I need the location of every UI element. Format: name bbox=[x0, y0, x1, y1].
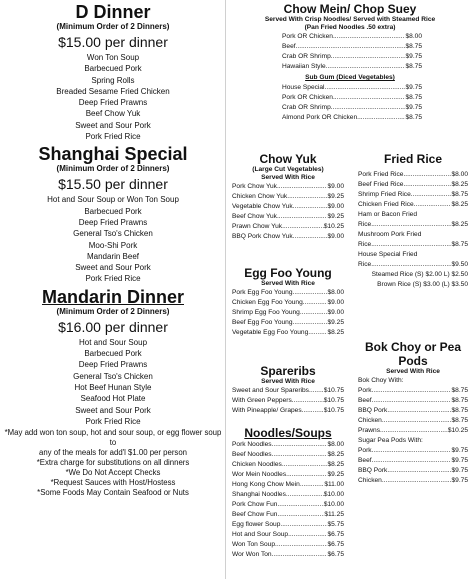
item-price: $9.00 bbox=[327, 299, 344, 306]
item-name: Pork OR Chicken bbox=[282, 94, 333, 101]
menu-row bbox=[358, 200, 468, 210]
item-name: Chicken Fried Rice bbox=[358, 201, 414, 208]
spareribs-title: Spareribs bbox=[260, 364, 316, 378]
menu-row bbox=[358, 466, 468, 476]
item-name: Chicken Chow Yuk bbox=[232, 193, 288, 200]
left-column bbox=[2, 2, 224, 577]
menu-row bbox=[358, 396, 468, 406]
item-name: Egg flower Soup bbox=[232, 521, 281, 528]
item-name: BBQ Pork bbox=[358, 407, 388, 414]
menu-row bbox=[232, 520, 344, 530]
mandarin-section bbox=[2, 287, 224, 427]
chow-mein-items bbox=[248, 32, 452, 72]
item-name: Wor Won Ton bbox=[232, 551, 272, 558]
mandarin-items bbox=[2, 337, 224, 427]
item-price: $9.75 bbox=[451, 447, 468, 454]
item-name: Pork Chow Fun bbox=[232, 501, 278, 508]
sub-gum-items bbox=[248, 83, 452, 123]
item-price: $6.75 bbox=[327, 541, 344, 548]
shanghai-price: $15.50 per dinner bbox=[58, 176, 168, 193]
item-price: $10.75 bbox=[323, 397, 344, 404]
menu-row bbox=[358, 220, 468, 230]
item-name: Beef Noodles bbox=[232, 451, 272, 458]
chow-mein-subtitle: Served With Crisp Noodles/ Served with Steamed Rice bbox=[264, 16, 436, 23]
menu-row bbox=[232, 396, 344, 406]
item-price: $8.75 bbox=[405, 43, 422, 50]
shanghai-section bbox=[2, 144, 224, 284]
menu-row bbox=[282, 83, 422, 93]
menu-row bbox=[232, 540, 344, 550]
menu-row bbox=[358, 240, 468, 250]
item-name: Beef Chow Yuk bbox=[232, 213, 277, 220]
item-price: $8.75 bbox=[451, 397, 468, 404]
item-price: $10.00 bbox=[323, 501, 344, 508]
right-column bbox=[228, 2, 472, 577]
menu-row bbox=[358, 406, 468, 416]
menu-row bbox=[358, 170, 468, 180]
item-name: Beef bbox=[358, 397, 372, 404]
item-name: Won Ton Soup bbox=[232, 541, 276, 548]
note-line: *We Do Not Accept Checks bbox=[65, 468, 161, 478]
item-price: $8.25 bbox=[327, 329, 344, 336]
item-price: $8.25 bbox=[451, 201, 468, 208]
chow-yuk-subtitle: (Large Cut Vegetables) bbox=[252, 166, 324, 173]
menu-row bbox=[358, 190, 468, 200]
item-name: Vegetable Chow Yuk bbox=[232, 203, 293, 210]
shanghai-items bbox=[2, 194, 224, 284]
menu-row bbox=[282, 62, 422, 72]
item-name: Beef Chow Fun bbox=[232, 511, 278, 518]
menu-row bbox=[232, 192, 344, 202]
item-price: $8.75 bbox=[405, 94, 422, 101]
menu-row bbox=[232, 480, 344, 490]
item-name: Chicken Noodles bbox=[232, 461, 282, 468]
item-price: $8.25 bbox=[451, 181, 468, 188]
menu-row bbox=[232, 470, 344, 480]
item-price: $8.75 bbox=[405, 63, 422, 70]
item-price: $6.75 bbox=[327, 551, 344, 558]
item-name: Chicken bbox=[358, 417, 382, 424]
item-name: Pork OR Chicken bbox=[282, 33, 333, 40]
list-item: Deep Fried Prawns bbox=[78, 360, 148, 370]
item-price: $10.25 bbox=[323, 223, 344, 230]
list-item: Deep Fried Prawns bbox=[78, 98, 148, 108]
menu-row bbox=[232, 550, 344, 560]
menu-row bbox=[232, 440, 344, 450]
chow-mein-subtitle-2: (Pan Fried Noodles .50 extra) bbox=[304, 24, 396, 31]
item-name: With Pineapple/ Grapes bbox=[232, 407, 302, 414]
bok-choy-subtitle: Served With Rice bbox=[386, 368, 440, 375]
note-line: any of the meals for add'l $1.00 per person bbox=[39, 448, 187, 458]
item-name: BBQ Pork Chow Yuk bbox=[232, 233, 293, 240]
noodles-title: Noodles/Soups bbox=[244, 426, 332, 440]
d-dinner-price: $15.00 per dinner bbox=[58, 34, 168, 50]
item-price: $9.75 bbox=[405, 84, 422, 91]
item-name: Sugar Pea Pods With: bbox=[358, 437, 423, 444]
menu-row bbox=[358, 386, 468, 396]
item-name: Shrimp Fried Rice bbox=[358, 191, 411, 198]
menu-row bbox=[232, 460, 344, 470]
menu-row bbox=[358, 476, 468, 486]
item-price: $9.25 bbox=[327, 319, 344, 326]
menu-row bbox=[282, 32, 422, 42]
item-price: $8.00 bbox=[451, 171, 468, 178]
bok-choy-title: Bok Choy or Pea bbox=[364, 340, 462, 354]
item-name: Beef bbox=[358, 457, 372, 464]
item-name: Crab OR Shrimp bbox=[282, 104, 331, 111]
menu-row bbox=[282, 113, 422, 123]
item-price: $9.00 bbox=[327, 203, 344, 210]
menu-row bbox=[232, 222, 344, 232]
d-dinner-items bbox=[2, 52, 224, 142]
item-name: Mushroom Pork Fried bbox=[358, 231, 422, 238]
chow-mein-section bbox=[248, 2, 452, 123]
item-price: $8.75 bbox=[451, 241, 468, 248]
column-divider bbox=[225, 0, 226, 579]
d-dinner-subtitle: (Minimum Order of 2 Dinners) bbox=[56, 22, 170, 31]
list-item: Beef Chow Yuk bbox=[85, 109, 141, 119]
mandarin-subtitle: (Minimum Order of 2 Dinners) bbox=[56, 306, 170, 316]
list-item: General Tso's Chicken bbox=[73, 229, 153, 239]
list-item: Sweet and Sour Pork bbox=[75, 405, 151, 415]
note-line: *Extra charge for substitutions on all dinners bbox=[36, 458, 190, 468]
menu-row bbox=[232, 298, 344, 308]
chow-yuk-title: Chow Yuk bbox=[259, 152, 317, 166]
list-item: Barbecued Pork bbox=[84, 349, 142, 359]
list-item: Pork Fried Rice bbox=[85, 132, 141, 142]
item-name: Shrimp Egg Foo Young bbox=[232, 309, 300, 316]
egg-foo-young-section bbox=[232, 266, 344, 338]
item-price: $9.75 bbox=[451, 457, 468, 464]
steamed-rice-line: Steamed Rice (S) $2.00 L) $2.50 bbox=[371, 271, 468, 278]
item-name: Shanghai Noodles bbox=[232, 491, 286, 498]
menu-row bbox=[358, 426, 468, 436]
mandarin-price: $16.00 per dinner bbox=[58, 318, 168, 335]
list-item: Pork Fried Rice bbox=[85, 274, 141, 284]
spareribs-subtitle: Served With Rice bbox=[261, 378, 315, 385]
item-name: Hawaiian Style bbox=[282, 63, 326, 70]
item-name: Pork Fried Rice bbox=[358, 171, 404, 178]
item-price: $9.00 bbox=[327, 233, 344, 240]
menu-row bbox=[232, 530, 344, 540]
item-name: Prawns bbox=[358, 427, 380, 434]
list-item: Seafood Hot Plate bbox=[80, 394, 146, 404]
item-name: Ham or Bacon Fried bbox=[358, 211, 417, 218]
item-name: Beef Fried Rice bbox=[358, 181, 404, 188]
list-item: General Tso's Chicken bbox=[73, 371, 153, 381]
item-name: Pork Egg Foo Young bbox=[232, 289, 293, 296]
item-name: Chicken Egg Foo Young bbox=[232, 299, 303, 306]
menu-row bbox=[232, 406, 344, 416]
item-price: $9.25 bbox=[327, 193, 344, 200]
item-price: $9.75 bbox=[451, 467, 468, 474]
item-price: $9.50 bbox=[451, 261, 468, 268]
item-price: $8.75 bbox=[451, 191, 468, 198]
menu-row bbox=[232, 500, 344, 510]
list-item: Spring Rolls bbox=[91, 75, 135, 85]
item-name: Pork Noodles bbox=[232, 441, 272, 448]
item-name: Almond Pork OR Chicken bbox=[282, 114, 358, 121]
item-name: Chicken bbox=[358, 477, 382, 484]
spareribs-section bbox=[232, 364, 344, 416]
d-dinner-title: D Dinner bbox=[75, 2, 151, 22]
item-price: $11.00 bbox=[324, 481, 344, 488]
item-price: $10.75 bbox=[323, 387, 344, 394]
item-name: Pork bbox=[358, 447, 372, 454]
item-price: $9.75 bbox=[405, 104, 422, 111]
item-name: House Special Fried bbox=[358, 251, 418, 258]
shanghai-subtitle: (Minimum Order of 2 Dinners) bbox=[56, 164, 170, 174]
item-price: $8.25 bbox=[327, 461, 344, 468]
list-item: Pork Fried Rice bbox=[85, 416, 141, 426]
item-name: Rice bbox=[358, 241, 372, 248]
list-item: Sweet and Sour Pork bbox=[75, 120, 151, 130]
item-price: $9.75 bbox=[405, 53, 422, 60]
item-price: $8.00 bbox=[327, 441, 344, 448]
menu-row bbox=[232, 308, 344, 318]
shanghai-title: Shanghai Special bbox=[38, 144, 188, 165]
item-name: Bok Choy With: bbox=[358, 377, 404, 384]
item-price: $9.25 bbox=[327, 213, 344, 220]
item-price: $9.00 bbox=[327, 309, 344, 316]
list-item: Moo-Shi Pork bbox=[88, 240, 138, 250]
menu-row bbox=[232, 212, 344, 222]
chow-yuk-section bbox=[232, 152, 344, 242]
list-item: Mandarin Beef bbox=[86, 251, 140, 261]
item-price: $10.25 bbox=[447, 427, 468, 434]
menu-row bbox=[232, 232, 344, 242]
menu-row bbox=[358, 416, 468, 426]
item-price: $8.25 bbox=[327, 451, 344, 458]
bok-choy-section bbox=[358, 340, 468, 486]
menu-row bbox=[282, 103, 422, 113]
item-name: Rice bbox=[358, 221, 372, 228]
item-name: Hong Kong Chow Mein bbox=[232, 481, 300, 488]
menu-row bbox=[358, 260, 468, 270]
menu-row bbox=[232, 510, 344, 520]
note-line: *Request Sauces with Host/Hostess bbox=[50, 478, 176, 488]
menu-row bbox=[232, 318, 344, 328]
item-price: $8.00 bbox=[405, 33, 422, 40]
item-price: $9.00 bbox=[327, 183, 344, 190]
list-item: Hot and Sour Soup or Won Ton Soup bbox=[47, 195, 179, 205]
list-item: Hot Beef Hunan Style bbox=[74, 382, 152, 392]
fried-rice-title: Fried Rice bbox=[383, 152, 443, 166]
bok-choy-title-2: Pods bbox=[398, 354, 428, 368]
menu-row bbox=[282, 93, 422, 103]
item-name: Vegetable Egg Foo Young bbox=[232, 329, 309, 336]
list-item: Hot and Sour Soup bbox=[78, 337, 148, 347]
item-name: With Green Peppers bbox=[232, 397, 292, 404]
egg-foo-young-subtitle: Served With Rice bbox=[261, 280, 315, 287]
menu-row bbox=[232, 328, 344, 338]
list-item: Breaded Sesame Fried Chicken bbox=[56, 86, 170, 96]
menu-row bbox=[232, 202, 344, 212]
item-price: $6.75 bbox=[327, 531, 344, 538]
item-name: BBQ Pork bbox=[358, 467, 388, 474]
item-price: $8.25 bbox=[451, 221, 468, 228]
chow-mein-title: Chow Mein/ Chop Suey bbox=[283, 2, 417, 16]
item-name: Crab OR Shrimp bbox=[282, 53, 331, 60]
d-dinner-section bbox=[2, 2, 224, 142]
item-price: $10.00 bbox=[323, 491, 344, 498]
item-price: $9.25 bbox=[327, 471, 344, 478]
item-price: $8.00 bbox=[327, 289, 344, 296]
menu-notes bbox=[2, 428, 224, 498]
menu-row bbox=[232, 182, 344, 192]
item-price: $8.75 bbox=[451, 407, 468, 414]
item-price: $10.75 bbox=[323, 407, 344, 414]
menu-row bbox=[232, 490, 344, 500]
list-item: Sweet and Sour Pork bbox=[75, 263, 151, 273]
list-item: Barbecued Pork bbox=[84, 64, 142, 74]
item-name: Sweet and Sour Spareribs bbox=[232, 387, 309, 394]
item-name: Rice bbox=[358, 261, 372, 268]
menu-row bbox=[358, 180, 468, 190]
menu-row bbox=[232, 450, 344, 460]
item-name: Beef Egg Foo Young bbox=[232, 319, 293, 326]
list-item: Barbecued Pork bbox=[84, 206, 142, 216]
item-name: House Special bbox=[282, 84, 325, 91]
fried-rice-section bbox=[358, 152, 468, 290]
noodles-section bbox=[232, 426, 344, 560]
menu-row bbox=[282, 52, 422, 62]
menu-row bbox=[232, 288, 344, 298]
egg-foo-young-title: Egg Foo Young bbox=[244, 266, 332, 280]
item-name: Prawn Chow Yuk bbox=[232, 223, 283, 230]
note-line: *Some Foods May Contain Seafood or Nuts bbox=[37, 488, 189, 498]
item-price: $9.75 bbox=[451, 477, 468, 484]
item-name: Pork bbox=[358, 387, 372, 394]
menu-row bbox=[282, 42, 422, 52]
brown-rice-line: Brown Rice (S) $3.00 (L) $3.50 bbox=[377, 281, 468, 288]
item-name: Beef bbox=[282, 43, 296, 50]
item-price: $5.75 bbox=[327, 521, 344, 528]
item-price: $8.75 bbox=[405, 114, 422, 121]
list-item: Deep Fried Prawns bbox=[78, 217, 148, 227]
item-price: $8.75 bbox=[451, 387, 468, 394]
note-line: *May add won ton soup, hot and sour soup, or egg flower soup to bbox=[4, 428, 222, 448]
menu-row bbox=[358, 446, 468, 456]
menu-row bbox=[358, 456, 468, 466]
menu-row bbox=[232, 386, 344, 396]
item-name: Wor Mein Noodles bbox=[232, 471, 287, 478]
item-name: Hot and Sour Soup bbox=[232, 531, 289, 538]
sub-gum-title: Sub Gum (Diced Vegetables) bbox=[305, 74, 395, 81]
chow-yuk-subtitle-2: Served With Rice bbox=[261, 174, 315, 181]
list-item: Won Ton Soup bbox=[86, 53, 140, 62]
mandarin-title: Mandarin Dinner bbox=[41, 286, 184, 307]
item-name: Pork Chow Yuk bbox=[232, 183, 277, 190]
item-price: $11.25 bbox=[324, 511, 344, 518]
item-price: $8.75 bbox=[451, 417, 468, 424]
